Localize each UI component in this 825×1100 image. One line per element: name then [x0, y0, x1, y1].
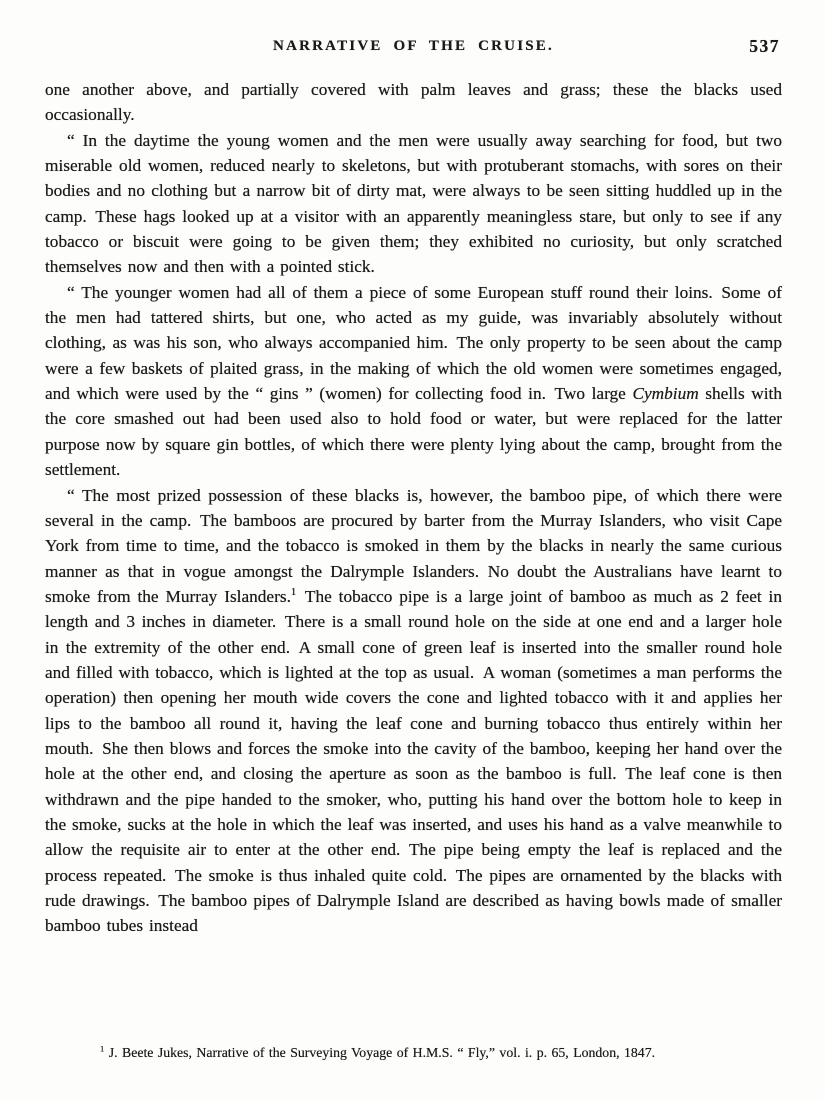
text-run: “ The younger women had all of them a piece of some European stuff round their loins. Some of the men had tattered shirts, but one, who acted as my guide, was invariably absolutely without clothing, as was his son, who always accompanied him. The only property to be seen about the camp were a few baskets of plaited grass, in the making of which the old women were sometimes engaged, and which were used by the “ gins ” (women) for collecting food in. Two large — [45, 282, 782, 404]
text-run: “ In the daytime the young women and the men were usually away searching for food, but two miserable old women, reduced nearly to skeletons, but with protuberant stomachs, with sores on their bodies and no clothing but a narrow bit of dirty mat, were always to be seen sitting huddled up in the camp. These hags looked up at a visitor with an apparently meaningless stare, but only to see if any tobacco or biscuit were going to be given them; they exhibited no curiosity, but only scratched themselves now and then with a pointed stick. — [45, 130, 782, 277]
text-run: The tobacco pipe is a large joint of bamboo as much as 2 feet in length and 3 inches in diameter. There is a small round hole on the side at one end and a larger hole in the extremity of the other end. A small cone of green leaf is inserted into the smaller round hole and filled with tobacco, which is lighted at the top as usual. A woman (sometimes a man performs the operation) then opening her mouth wide covers the cone and lighted tobacco with it and applies her lips to the bamboo all round it, having the leaf cone and burning tobacco thus entirely within her mouth. She then blows and forces the smoke into the cavity of the bamboo, keeping her hand over the hole at the other end, and closing the aperture as soon as the bamboo is full. The leaf cone is then withdrawn and the pipe handed to the smoker, who, putting his hand over the bottom hole to keep in the smoke, sucks at the hole in which the leaf was inserted, and uses his hand as a valve meanwhile to allow the requisite air to enter at the other end. The pipe being empty the leaf is replaced and the process repeated. The smoke is thus inhaled quite cold. The pipes are ornamented by the blacks with rude drawings. The bamboo pipes of Dalrymple Island are described as having bowls made of smaller bamboo tubes instead — [45, 586, 782, 936]
paragraph — [45, 483, 782, 939]
text-run: one another above, and partially covered with palm leaves and grass; these the blacks used occasionally. — [45, 80, 782, 125]
footnote-marker: 1 — [290, 586, 297, 599]
running-header-title: NARRATIVE OF THE CRUISE. — [273, 38, 554, 54]
footnote-marker: 1 — [100, 1043, 105, 1054]
paragraph — [45, 128, 782, 280]
running-header — [45, 37, 782, 57]
paragraph — [45, 280, 782, 483]
page-body — [45, 77, 782, 939]
page-number: 537 — [749, 36, 780, 56]
footnote — [100, 1044, 760, 1062]
text-run: J. Beete Jukes, Narrative of the Surveying Voyage of H.M.S. “ Fly,” vol. i. p. 65, London, 1847. — [104, 1045, 656, 1060]
text-run: “ The most prized possession of these blacks is, however, the bamboo pipe, of which there were several in the camp. The bamboos are procured by barter from the Murray Islanders, who visit Cape York from time to time, and the tobacco is smoked in them by the blacks in nearly the same curious manner as that in vogue amongst the Dalrymple Islanders. No doubt the Australians have learnt to smoke from the Murray Islanders. — [45, 485, 782, 606]
text-run: shells with the core smashed out had been used also to hold food or water, but were replaced for the latter purpose now by square gin bottles, of which there were plenty lying about the camp, brought from the settlement. — [45, 384, 782, 480]
paragraph — [45, 77, 782, 128]
italic-term: Cymbium — [632, 384, 699, 404]
